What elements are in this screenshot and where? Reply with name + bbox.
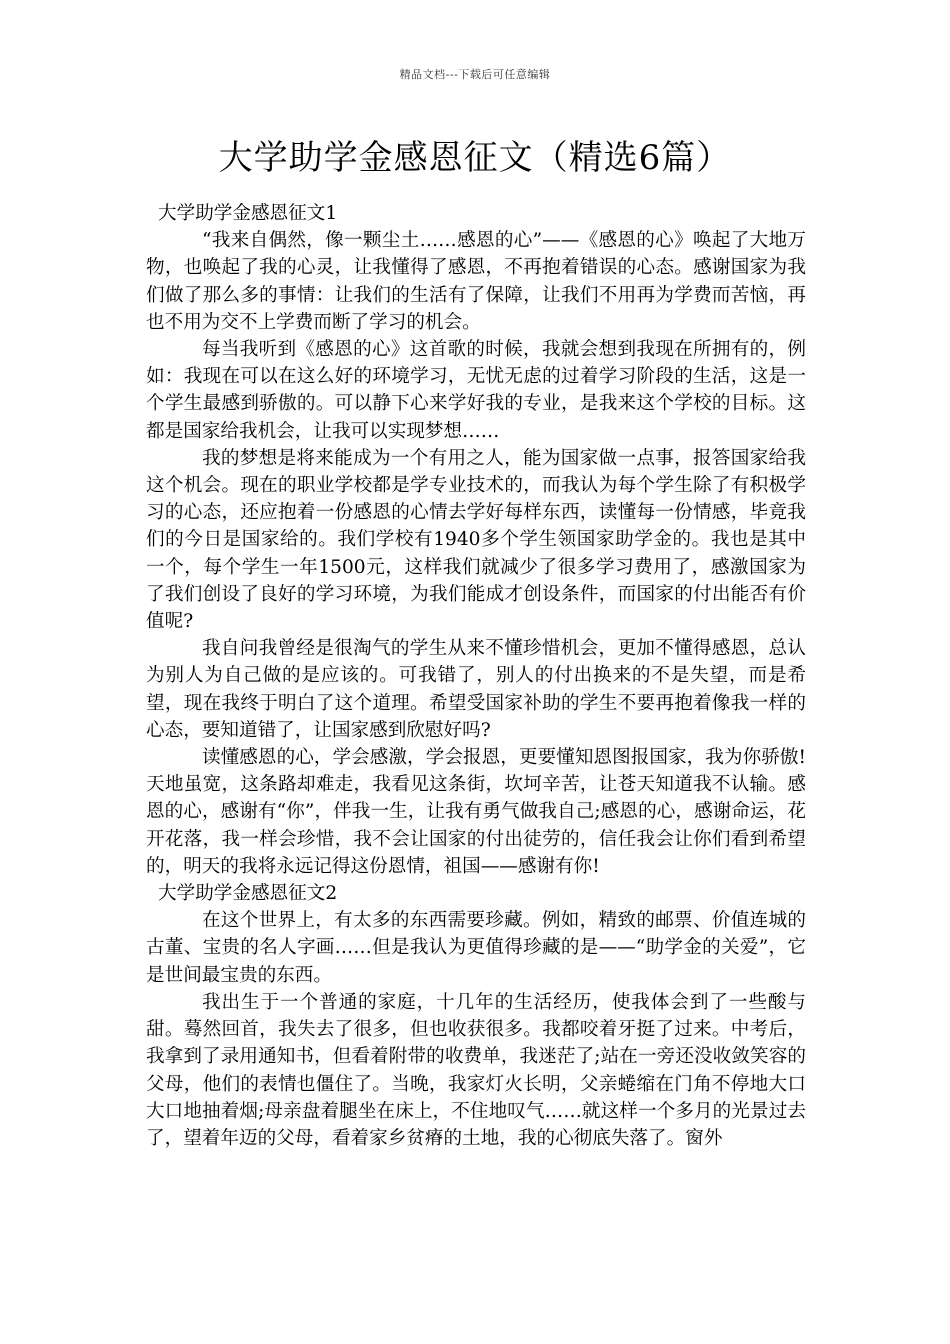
section-heading: 大学助学金感恩征文2 <box>158 883 338 905</box>
document-body <box>146 200 806 1152</box>
essay-section-2 <box>146 880 806 1152</box>
paragraph: 每当我听到《感恩的心》这首歌的时候，我就会想到我现在所拥有的，例如：我现在可以在这么好的环境学习，无忧无虑的过着学习阶段的生活，这是一个学生最感到骄傲的。可以静下心来学好我的专业，是我来这个学校的目标。这都是国家给我机会，让我可以实现梦想…… <box>146 339 806 442</box>
paragraph: 我的梦想是将来能成为一个有用之人，能为国家做一点事，报答国家给我这个机会。现在的职业学校都是学专业技术的，而我认为每个学生除了有积极学习的心态，还应抱着一份感恩的心情去学好每样东西，读懂每一份情感，毕竟我们的今日是国家给的。我们学校有1940多个学生领国家助学金的。我也是其中一个，每个学生一年1500元，这样我们就减少了很多学习费用了，感激国家为了我们创设了良好的学习环境，为我们能成才创设条件，而国家的付出能否有价值呢? <box>146 447 806 633</box>
paragraph: 读懂感恩的心，学会感激，学会报恩，更要懂知恩图报国家，我为你骄傲!天地虽宽，这条路却难走，我看见这条街，坎坷辛苦，让苍天知道我不认输。感恩的心，感谢有“你”，伴我一生，让我有勇气做我自己;感恩的心，感谢命运，花开花落，我一样会珍惜，我不会让国家的付出徒劳的，信任我会让你们看到希望的，明天的我将永远记得这份恩情，祖国——感谢有你! <box>146 747 806 877</box>
essay-section-1 <box>146 200 806 880</box>
section-heading: 大学助学金感恩征文1 <box>158 203 338 224</box>
paragraph: 在这个世界上，有太多的东西需要珍藏。例如，精致的邮票、价值连城的古董、宝贵的名人字画……但是我认为更值得珍藏的是——“助学金的关爱”，它是世间最宝贵的东西。 <box>146 910 806 986</box>
page-header: 精品文档---下载后可任意编辑 <box>399 68 551 81</box>
paragraph: 我自问我曾经是很淘气的学生从来不懂珍惜机会，更加不懂得感恩，总认为别人为自己做的是应该的。可我错了，别人的付出换来的不是失望，而是希望，现在我终于明白了这个道理。希望受国家补助的学生不要再抱着像我一样的心态，要知道错了，让国家感到欣慰好吗? <box>146 638 806 741</box>
paragraph: “我来自偶然，像一颗尘土……感恩的心”——《感恩的心》唤起了大地万物，也唤起了我的心灵，让我懂得了感恩，不再抱着错误的心态。感谢国家为我们做了那么多的事情：让我们的生活有了保障，让我们不用再为学费而苦恼，再也不用为交不上学费而断了学习的机会。 <box>146 230 806 333</box>
paragraph: 我出生于一个普通的家庭，十几年的生活经历，使我体会到了一些酸与甜。蓦然回首，我失去了很多，但也收获很多。我都咬着牙挺了过来。中考后，我拿到了录用通知书，但看着附带的收费单，我迷茫了;站在一旁还没收敛笑容的父母，他们的表情也僵住了。当晚，我家灯火长明，父亲蜷缩在门角不停地大口大口地抽着烟;母亲盘着腿坐在床上，不住地叹气……就这样一个多月的光景过去了，望着年迈的父母，看着家乡贫瘠的土地，我的心彻底失落了。窗外 <box>146 991 806 1149</box>
document-title: 大学助学金感恩征文（精选6篇） <box>218 138 732 178</box>
